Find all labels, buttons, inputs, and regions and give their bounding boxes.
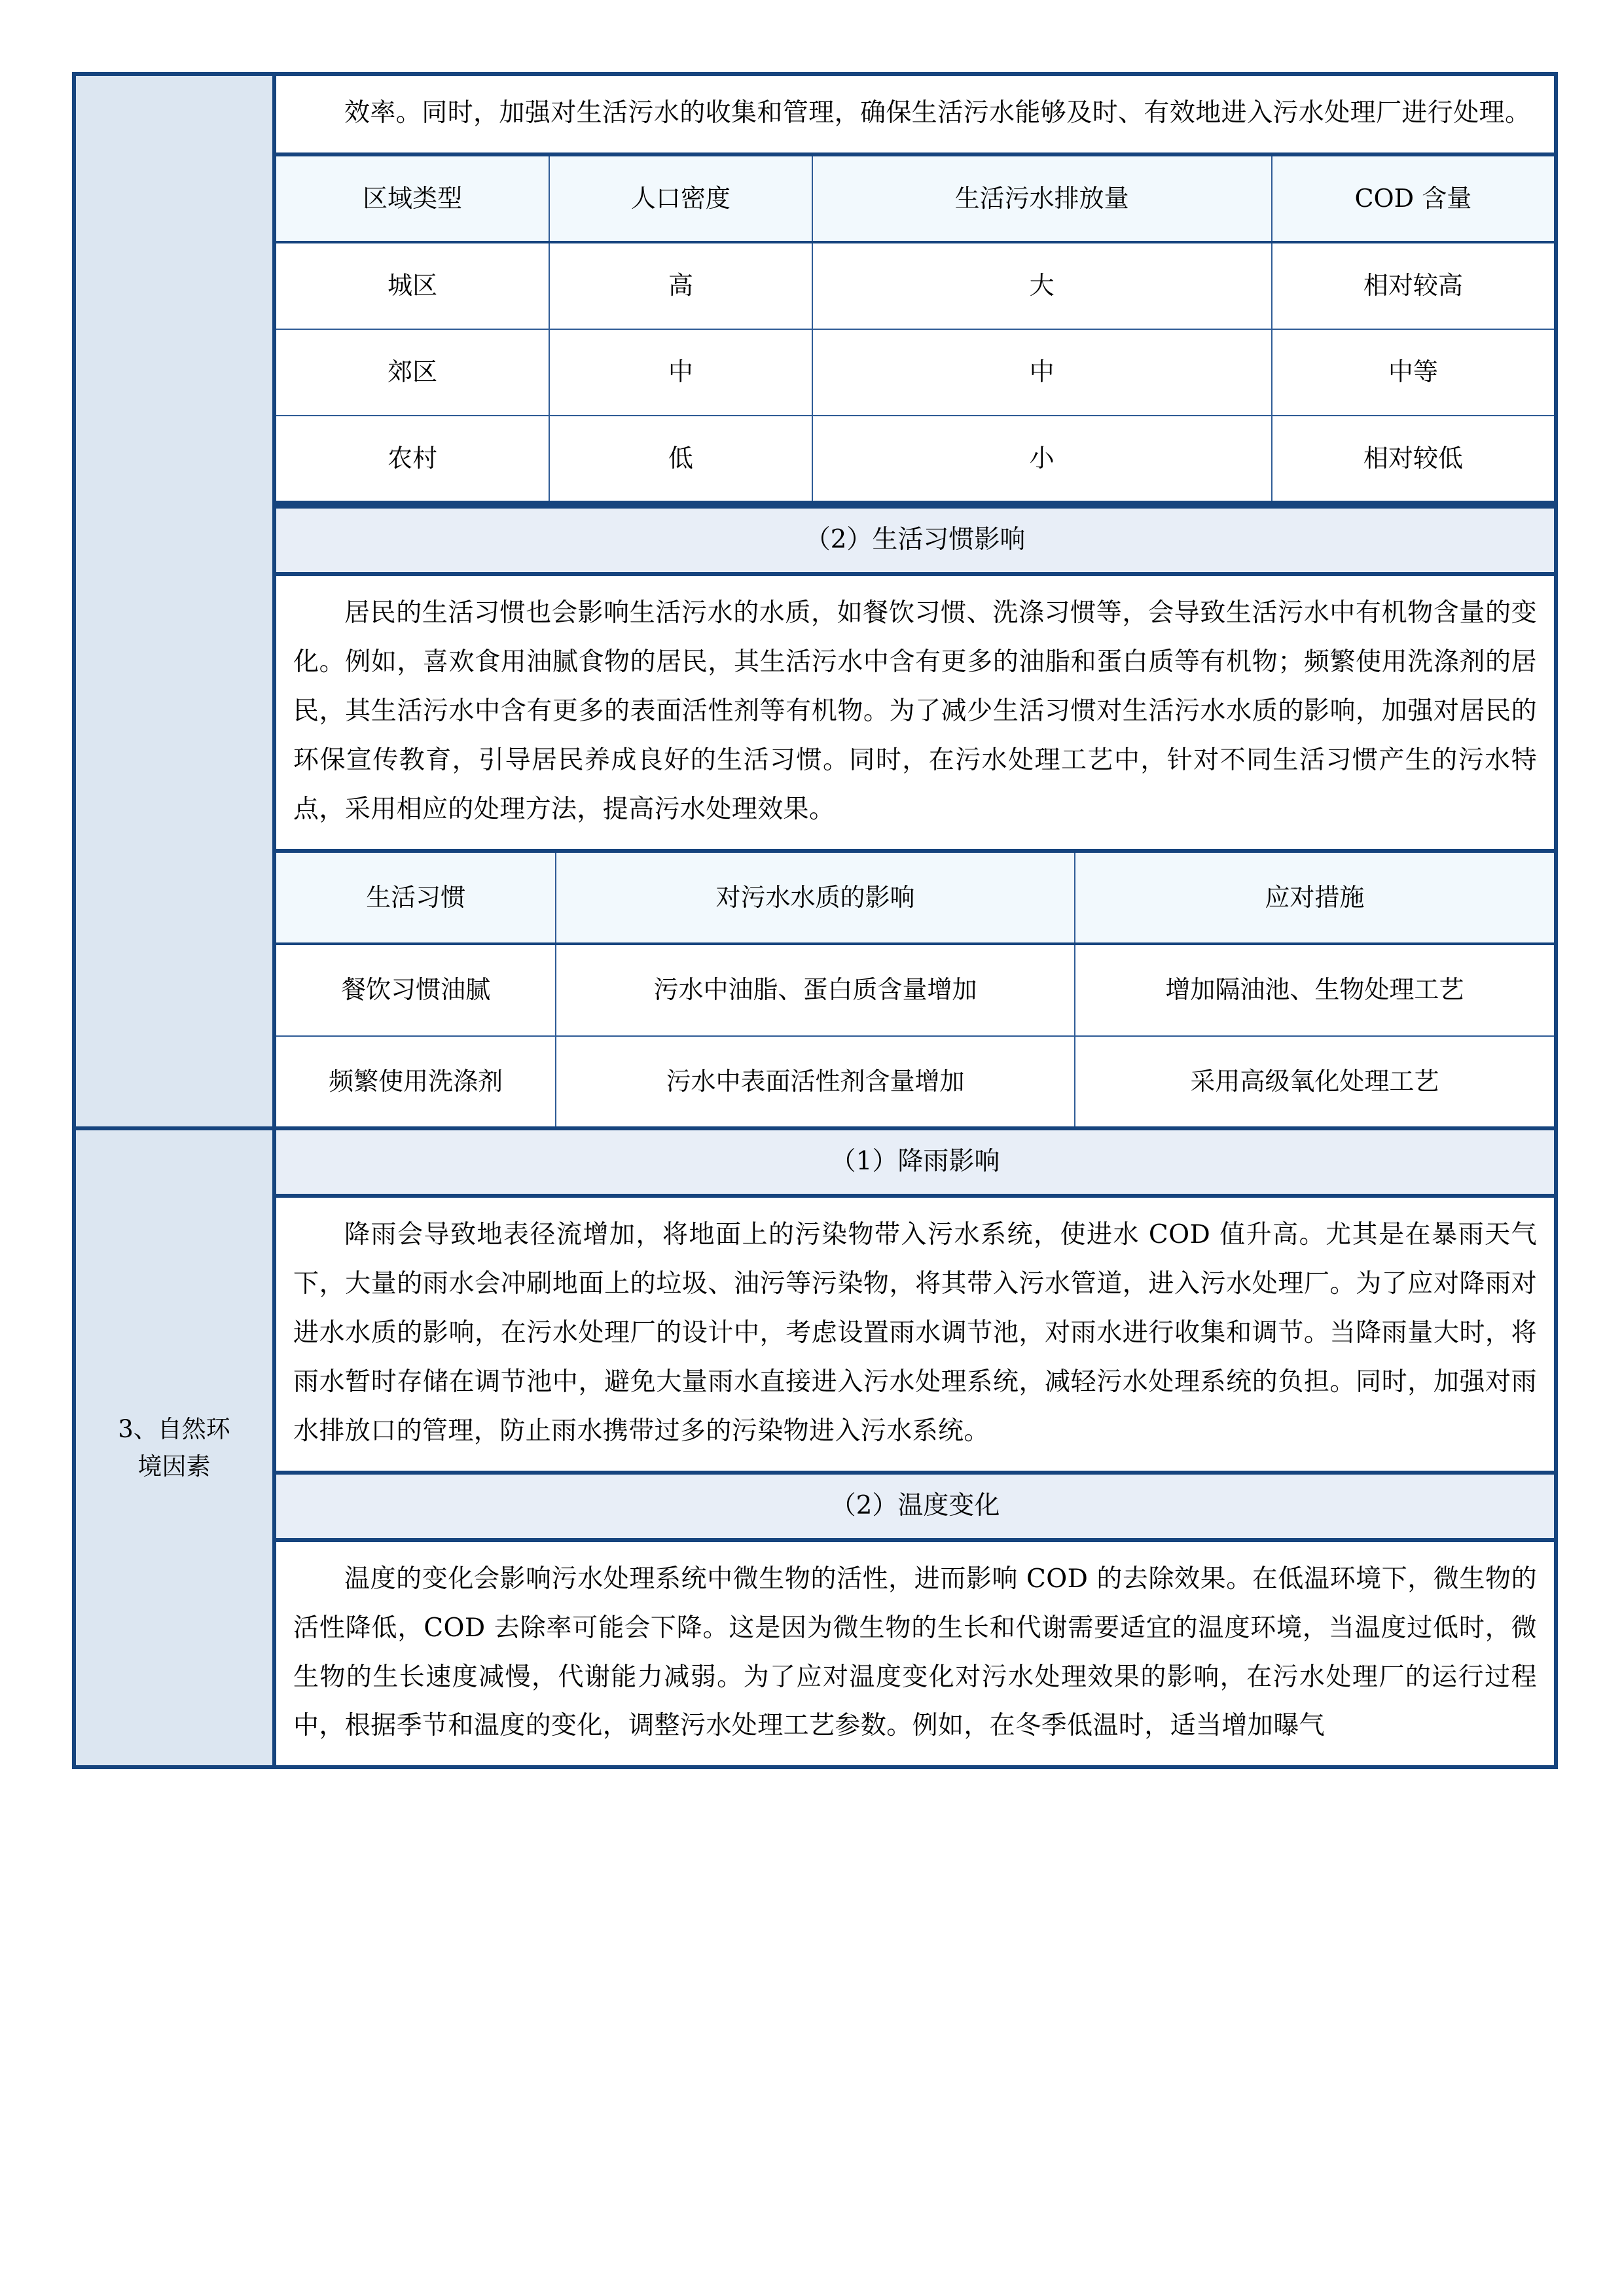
block-habit-heading bbox=[276, 505, 1554, 576]
table-header-row bbox=[276, 851, 1554, 944]
table-row bbox=[276, 944, 1554, 1036]
cell-impact: 污水中油脂、蛋白质含量增加 bbox=[556, 944, 1074, 1036]
block-habit-paragraph bbox=[276, 576, 1554, 848]
block-region-table bbox=[276, 152, 1554, 505]
block-temperature-heading bbox=[276, 1471, 1554, 1542]
cell-population: 中 bbox=[549, 329, 812, 416]
table-row bbox=[276, 1036, 1554, 1127]
subsection-heading-habit: （2）生活习惯影响 bbox=[276, 505, 1554, 576]
intro-paragraph: 效率。同时，加强对生活污水的收集和管理，确保生活污水能够及时、有效地进入污水处理厂进行处理。 bbox=[344, 98, 1531, 128]
cell-discharge: 大 bbox=[812, 242, 1272, 329]
block-rain-heading bbox=[276, 1130, 1554, 1198]
region-cod-table bbox=[276, 152, 1554, 505]
cell-cod: 相对较高 bbox=[1272, 242, 1554, 329]
col-header-habit: 生活习惯 bbox=[276, 851, 556, 944]
cell-population: 低 bbox=[549, 416, 812, 503]
col-header-measure: 应对措施 bbox=[1075, 851, 1554, 944]
table-header-row bbox=[276, 154, 1554, 243]
table-row bbox=[276, 416, 1554, 503]
cell-measure: 采用高级氧化处理工艺 bbox=[1075, 1036, 1554, 1127]
col-header-impact: 对污水水质的影响 bbox=[556, 851, 1074, 944]
habit-measures-table bbox=[276, 849, 1554, 1127]
cell-region-type: 郊区 bbox=[276, 329, 549, 416]
col-header-discharge: 生活污水排放量 bbox=[812, 154, 1272, 243]
block-habit-table bbox=[276, 849, 1554, 1127]
cell-population: 高 bbox=[549, 242, 812, 329]
category-cell-empty bbox=[74, 74, 274, 1128]
cell-cod: 中等 bbox=[1272, 329, 1554, 416]
temperature-paragraph: 温度的变化会影响污水处理系统中微生物的活性，进而影响 COD 的去除效果。在低温环境下，微生物的活性降低，COD 去除率可能会下降。这是因为微生物的生长和代谢需要适宜的温度环境，当温度过低时，微生物的生长速度减慢，代谢能力减弱。为了应对温度变化对污水处理效果的影响，在污水处理厂的运行过程中，根据季节和温度的变化，调整污水处理工艺参数。例如，在冬季低温时，适当增加曝气 bbox=[293, 1564, 1537, 1741]
category-label-line-2: 境因素 bbox=[137, 1452, 211, 1481]
block-intro bbox=[276, 76, 1554, 152]
cell-discharge: 小 bbox=[812, 416, 1272, 503]
table-row bbox=[74, 1128, 1556, 1767]
category-cell-natural-environment bbox=[74, 1128, 274, 1767]
category-label-line-1: 3、自然环 bbox=[118, 1415, 230, 1443]
rain-paragraph: 降雨会导致地表径流增加，将地面上的污染物带入污水系统，使进水 COD 值升高。尤其是在暴雨天气下，大量的雨水会冲刷地面上的垃圾、油污等污染物，将其带入污水管道，进入污水处理厂。为了应对降雨对进水水质的影响，在污水处理厂的设计中，考虑设置雨水调节池，对雨水进行收集和调节。当降雨量大时，将雨水暂时存储在调节池中，避免大量雨水直接进入污水处理系统，减轻污水处理系统的负担。同时，加强对雨水排放口的管理，防止雨水携带过多的污染物进入污水系统。 bbox=[293, 1220, 1537, 1446]
subsection-heading-temperature: （2）温度变化 bbox=[276, 1471, 1554, 1542]
main-document-table bbox=[72, 72, 1558, 1769]
cell-measure: 增加隔油池、生物处理工艺 bbox=[1075, 944, 1554, 1036]
cell-region-type: 城区 bbox=[276, 242, 549, 329]
content-cell-natural-environment bbox=[274, 1128, 1556, 1767]
habit-paragraph: 居民的生活习惯也会影响生活污水的水质，如餐饮习惯、洗涤习惯等，会导致生活污水中有机物含量的变化。例如，喜欢食用油腻食物的居民，其生活污水中含有更多的油脂和蛋白质等有机物；频繁使用洗涤剂的居民，其生活污水中含有更多的表面活性剂等有机物。为了减少生活习惯对生活污水水质的影响，加强对居民的环保宣传教育，引导居民养成良好的生活习惯。同时，在污水处理工艺中，针对不同生活习惯产生的污水特点，采用相应的处理方法，提高污水处理效果。 bbox=[293, 598, 1537, 824]
block-rain-paragraph bbox=[276, 1198, 1554, 1470]
col-header-population: 人口密度 bbox=[549, 154, 812, 243]
col-header-cod: COD 含量 bbox=[1272, 154, 1554, 243]
table-row bbox=[74, 74, 1556, 1128]
cell-habit: 餐饮习惯油腻 bbox=[276, 944, 556, 1036]
col-header-region-type: 区域类型 bbox=[276, 154, 549, 243]
content-cell-household bbox=[274, 74, 1556, 1128]
subsection-heading-rain: （1）降雨影响 bbox=[276, 1130, 1554, 1198]
table-row bbox=[276, 329, 1554, 416]
cell-impact: 污水中表面活性剂含量增加 bbox=[556, 1036, 1074, 1127]
block-temperature-paragraph bbox=[276, 1542, 1554, 1766]
cell-cod: 相对较低 bbox=[1272, 416, 1554, 503]
cell-region-type: 农村 bbox=[276, 416, 549, 503]
cell-habit: 频繁使用洗涤剂 bbox=[276, 1036, 556, 1127]
table-row bbox=[276, 242, 1554, 329]
cell-discharge: 中 bbox=[812, 329, 1272, 416]
